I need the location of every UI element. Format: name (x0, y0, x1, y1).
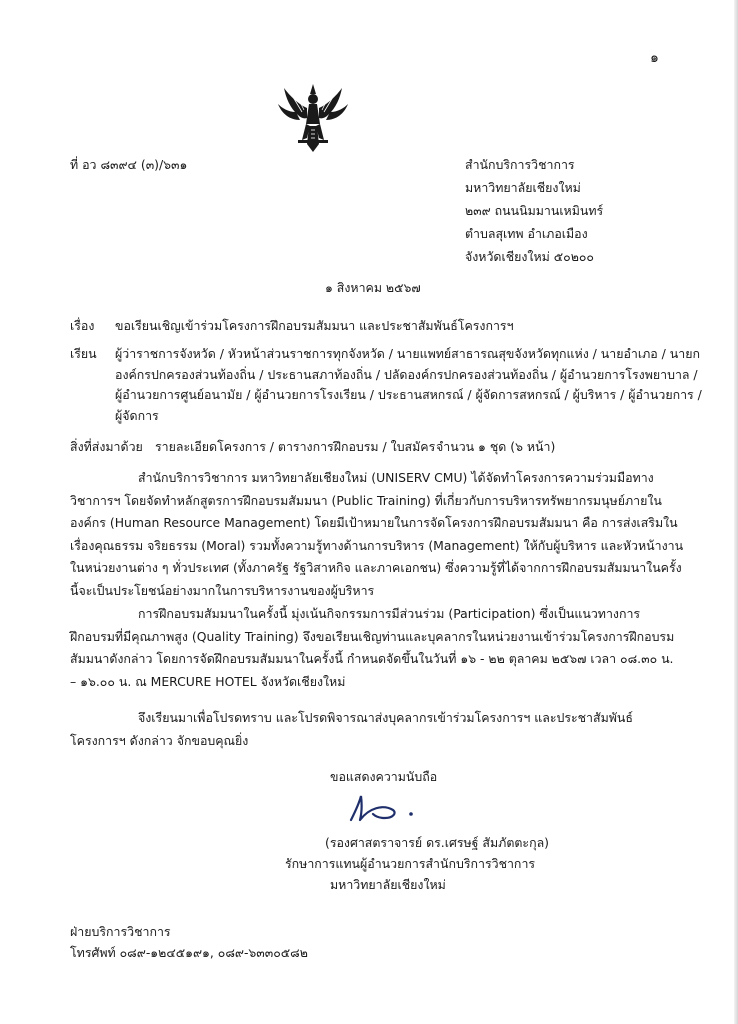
page-edge-shadow (734, 0, 738, 1024)
footer-contact (70, 924, 308, 966)
subject-label: เรื่อง (70, 318, 95, 333)
body-line: เรื่องคุณธรรม จริยธรรม (Moral) รวมทั้งความรู้ทางด้านการบริหาร (Management) ให้กับผู้บริหาร และหัวหน้างาน (70, 537, 684, 553)
body-line: – ๑๖.๐๐ น. ณ MERCURE HOTEL จังหวัดเชียงใหม่ (70, 673, 346, 689)
signer-block (285, 835, 549, 898)
recipients-line: ผู้อำนวยการศูนย์อนามัย / ผู้อำนวยการโรงเรียน / ประธานสหกรณ์ / ผู้จัดการสหกรณ์ / ผู้บริหาร / ผู้อำนวยการ / (115, 387, 702, 403)
body-paragraph-1 (70, 470, 684, 605)
enclosures-text: รายละเอียดโครงการ / ตารางการฝึกอบรม / ใบสมัคร (155, 439, 436, 454)
handwritten-signature (345, 790, 435, 824)
reference-number: ที่ อว ๘๓๙๔ (๓)/๖๓๑ (70, 157, 188, 172)
address-line: สำนักบริการวิชาการ (465, 157, 575, 172)
recipients-line: ผู้ว่าราชการจังหวัด / หัวหน้าส่วนราชการทุกจังหวัด / นายแพทย์สาธารณสุขจังหวัดทุกแห่ง / นายอำเภอ / นายก (115, 346, 700, 361)
letter-date: ๑ สิงหาคม ๒๕๖๗ (325, 280, 421, 295)
enclosures-label: สิ่งที่ส่งมาด้วย (70, 439, 143, 454)
enclosures-count: จำนวน ๑ ชุด (๖ หน้า) (436, 439, 556, 454)
subject-text: ขอเรียนเชิญเข้าร่วมโครงการฝึกอบรมสัมมนา และประชาสัมพันธ์โครงการฯ (115, 318, 514, 333)
recipients-list (115, 346, 702, 428)
body-paragraph-3 (70, 710, 670, 755)
signer-name: (รองศาสตราจารย์ ดร.เศรษฐ์ สัมภัตตะกุล) (325, 835, 550, 850)
body-line: สำนักบริการวิชาการ มหาวิทยาลัยเชียงใหม่ (UNISERV CMU) ได้จัดทำโครงการความร่วมมือทาง (138, 470, 654, 485)
address-line: ตำบลสุเทพ อำเภอเมือง (465, 226, 588, 241)
page-number: ๑ (650, 50, 659, 66)
recipients-line: องค์กรปกครองส่วนท้องถิ่น / ประธานสภาท้องถิ่น / ปลัดองค์กรปกครองส่วนท้องถิ่น / ผู้อำนวยการโรงพยาบาล / (115, 366, 698, 382)
body-line: การฝึกอบรมสัมมนาในครั้งนี้ มุ่งเน้นกิจกรรมการมีส่วนร่วม (Participation) ซึ่งเป็นแนวทางการ (138, 606, 641, 621)
recipients-label: เรียน (70, 346, 97, 361)
garuda-emblem-icon (276, 82, 350, 156)
body-paragraph-2 (70, 606, 675, 696)
body-line: จึงเรียนมาเพื่อโปรดทราบ และโปรดพิจารณาส่งบุคลากรเข้าร่วมโครงการฯ และประชาสัมพันธ์ (138, 710, 633, 725)
signer-organization: มหาวิทยาลัยเชียงใหม่ (330, 877, 446, 892)
footer-phone: โทรศัพท์ ๐๘๙-๑๒๔๕๑๙๑, ๐๘๙-๖๓๓๐๕๘๒ (70, 945, 308, 960)
address-line: จังหวัดเชียงใหม่ ๕๐๒๐๐ (465, 249, 594, 264)
address-line: ๒๓๙ ถนนนิมมานเหมินทร์ (465, 203, 604, 218)
footer-department: ฝ่ายบริการวิชาการ (70, 924, 171, 939)
signer-position: รักษาการแทนผู้อำนวยการสำนักบริการวิชาการ (285, 856, 536, 871)
body-line: วิชาการฯ โดยจัดทำหลักสูตรการฝึกอบรมสัมมนา (Public Training) ที่เกี่ยวกับการบริหารทรัพยากรมนุษย์ภายใน (70, 492, 662, 508)
body-line: ฝึกอบรมที่มีคุณภาพสูง (Quality Training) จึงขอเรียนเชิญท่านและบุคลากรในหน่วยงานเข้าร่วมโครงการฝึกอบรม (70, 628, 675, 644)
body-line: สัมมนาดังกล่าว โดยการจัดฝึกอบรมสัมมนาในครั้งนี้ กำหนดจัดขึ้นในวันที่ ๑๖ - ๒๒ ตุลาคม ๒๕๖๗ เวลา ๐๘.๓๐ น. (70, 651, 674, 666)
recipients-line: ผู้จัดการ (115, 407, 159, 423)
body-line: องค์กร (Human Resource Management) โดยมีเป้าหมายในการจัดโครงการฝึกอบรมสัมมนา คือ การส่งเสริมใน (70, 515, 678, 530)
body-line: ในหน่วยงานต่าง ๆ ทั่วประเทศ (ทั้งภาครัฐ รัฐวิสาหกิจ และภาคเอกชน) ซึ่งความรู้ที่ได้จากการฝึกอบรมสัมมนาในครั้ง (70, 560, 682, 575)
body-line: โครงการฯ ดังกล่าว จักขอบคุณยิ่ง (70, 732, 249, 748)
sender-address (465, 157, 603, 272)
closing-salutation: ขอแสดงความนับถือ (330, 769, 438, 784)
body-line: นี้จะเป็นประโยชน์อย่างมากในการบริหารงานของผู้บริหาร (70, 582, 375, 598)
address-line: มหาวิทยาลัยเชียงใหม่ (465, 180, 581, 195)
